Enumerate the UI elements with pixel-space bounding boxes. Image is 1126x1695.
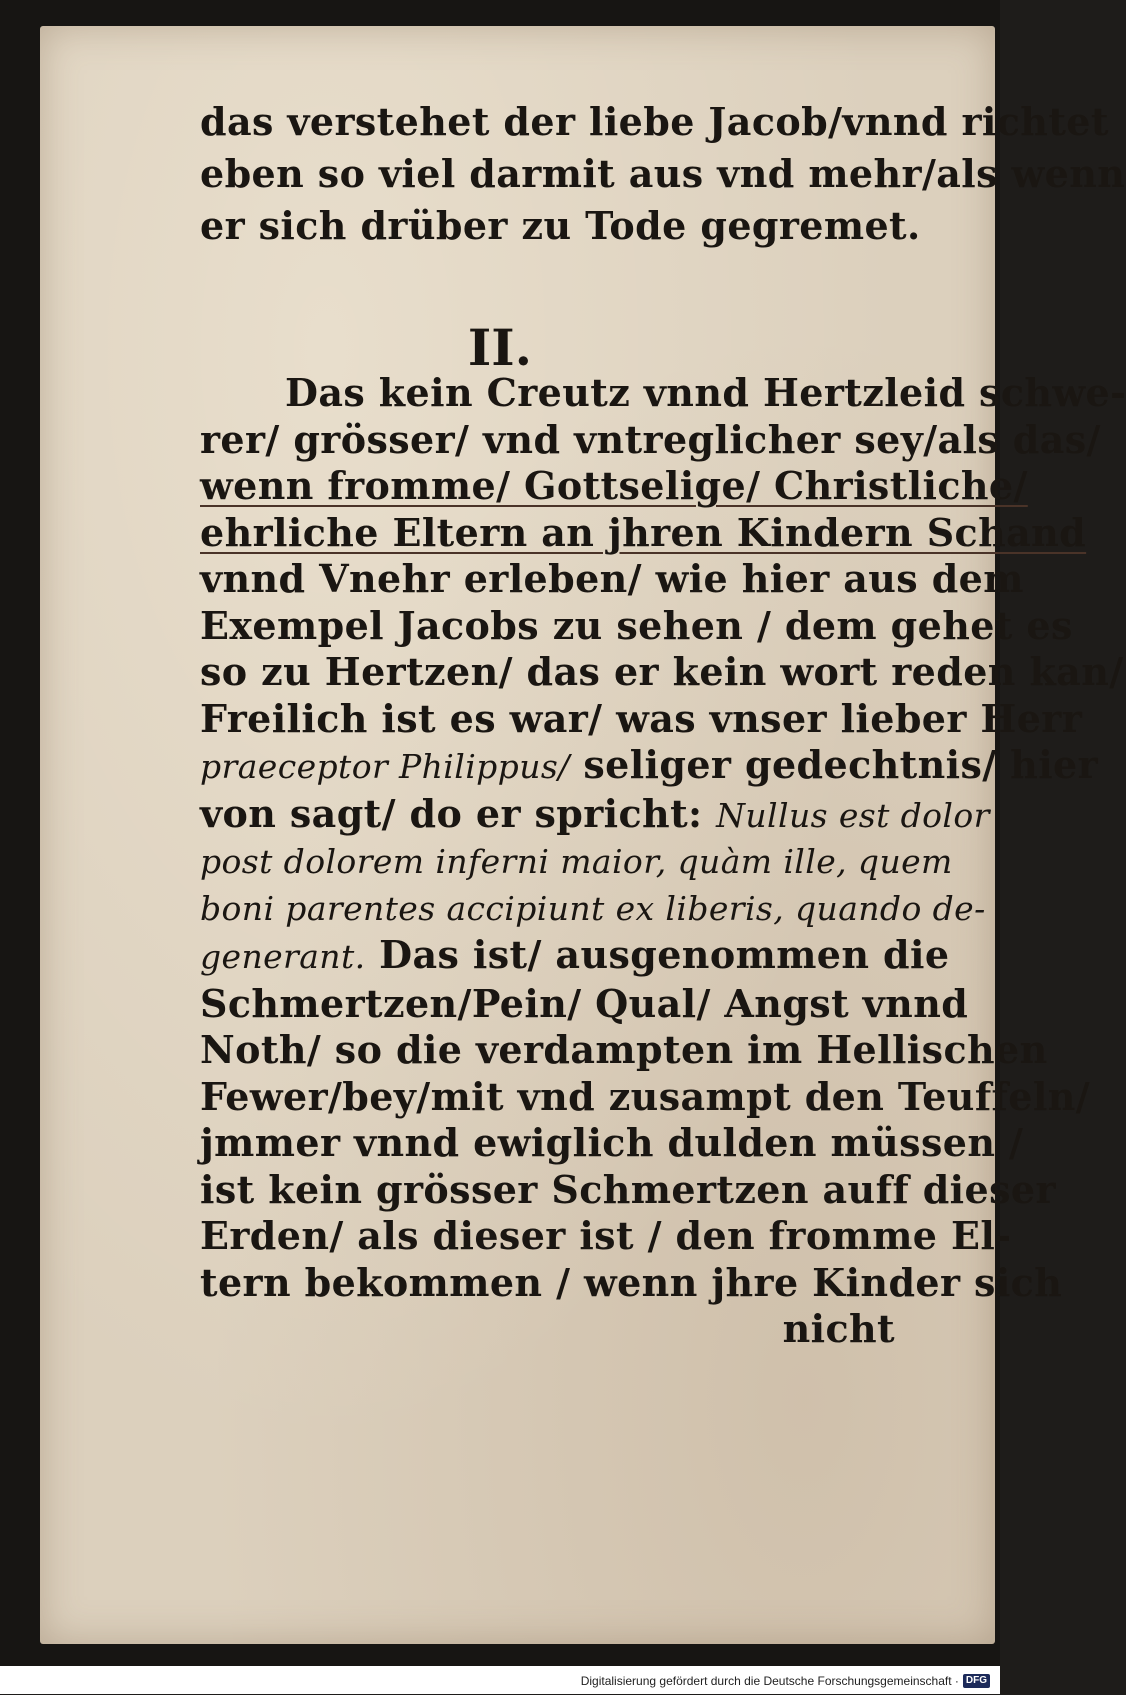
underlined-line: ehrliche Eltern an jhren Kindern Schand xyxy=(200,509,1087,555)
text-line: tern bekommen / wenn jhre Kinder sich xyxy=(200,1259,1063,1305)
text-line: Exempel Jacobs zu sehen / dem gehet es xyxy=(200,602,1073,648)
catchword: nicht xyxy=(782,1306,895,1351)
text-line: er sich drüber zu Tode gegremet. xyxy=(200,203,921,248)
text-line: Erden/ als dieser ist / den fromme El- xyxy=(200,1213,1012,1258)
text-fragment: seliger gedechtnis/ hier xyxy=(569,742,1099,787)
text-line: so zu Hertzen/ das er kein wort reden kan/ xyxy=(200,649,1124,694)
text-line: Freilich ist es war/ was vnser lieber Herr xyxy=(200,695,1083,741)
text-line: Fewer/bey/mit vnd zusampt den Teuffeln/ xyxy=(200,1073,1091,1119)
funding-credit: Digitalisierung gefördert durch die Deutsche Forschungsgemeinschaft · xyxy=(580,1673,959,1688)
text-fragment: von sagt/ do er spricht: xyxy=(200,790,717,836)
latin-line: post dolorem inferni maior, quàm ille, quem xyxy=(200,842,953,881)
latin-text: praeceptor Philippus/ xyxy=(200,747,570,786)
latin-text: Nullus est dolor xyxy=(716,795,990,835)
text-line: eben so viel darmit aus vnd mehr/als wenn xyxy=(200,151,1126,196)
text-line: jmmer vnnd ewiglich dulden müssen / xyxy=(200,1120,1024,1165)
latin-text: generant. xyxy=(200,937,366,976)
text-line: rer/ grösser/ vnd vntreglicher sey/als das/ xyxy=(200,416,1101,462)
text-line xyxy=(200,790,990,840)
text-line: das verstehet der liebe Jacob/vnnd richtet xyxy=(200,99,1109,144)
text-line: Das kein Creutz vnnd Hertzleid schwe- xyxy=(285,370,1126,415)
top-paragraph xyxy=(200,96,1126,252)
latin-line: boni parentes accipiunt ex liberis, quando de- xyxy=(200,888,986,928)
section-number: II. xyxy=(467,318,533,377)
underlined-line: wenn fromme/ Gottselige/ Christliche/ xyxy=(200,463,1028,508)
dfg-logo: DFG xyxy=(963,1674,990,1688)
text-line: vnnd Vnehr erleben/ wie hier aus dem xyxy=(200,556,1024,601)
text-line: Schmertzen/Pein/ Qual/ Angst vnnd xyxy=(200,980,969,1026)
text-line: Noth/ so die verdampten im Hellischen xyxy=(200,1027,1048,1072)
text-line xyxy=(200,932,950,981)
digitization-footer xyxy=(0,1666,1000,1694)
text-line: ist kein grösser Schmertzen auff dieser xyxy=(200,1166,1056,1212)
text-line xyxy=(200,742,1099,791)
text-fragment: Das ist/ ausgenommen die xyxy=(365,932,950,977)
section-body xyxy=(200,370,1126,1353)
